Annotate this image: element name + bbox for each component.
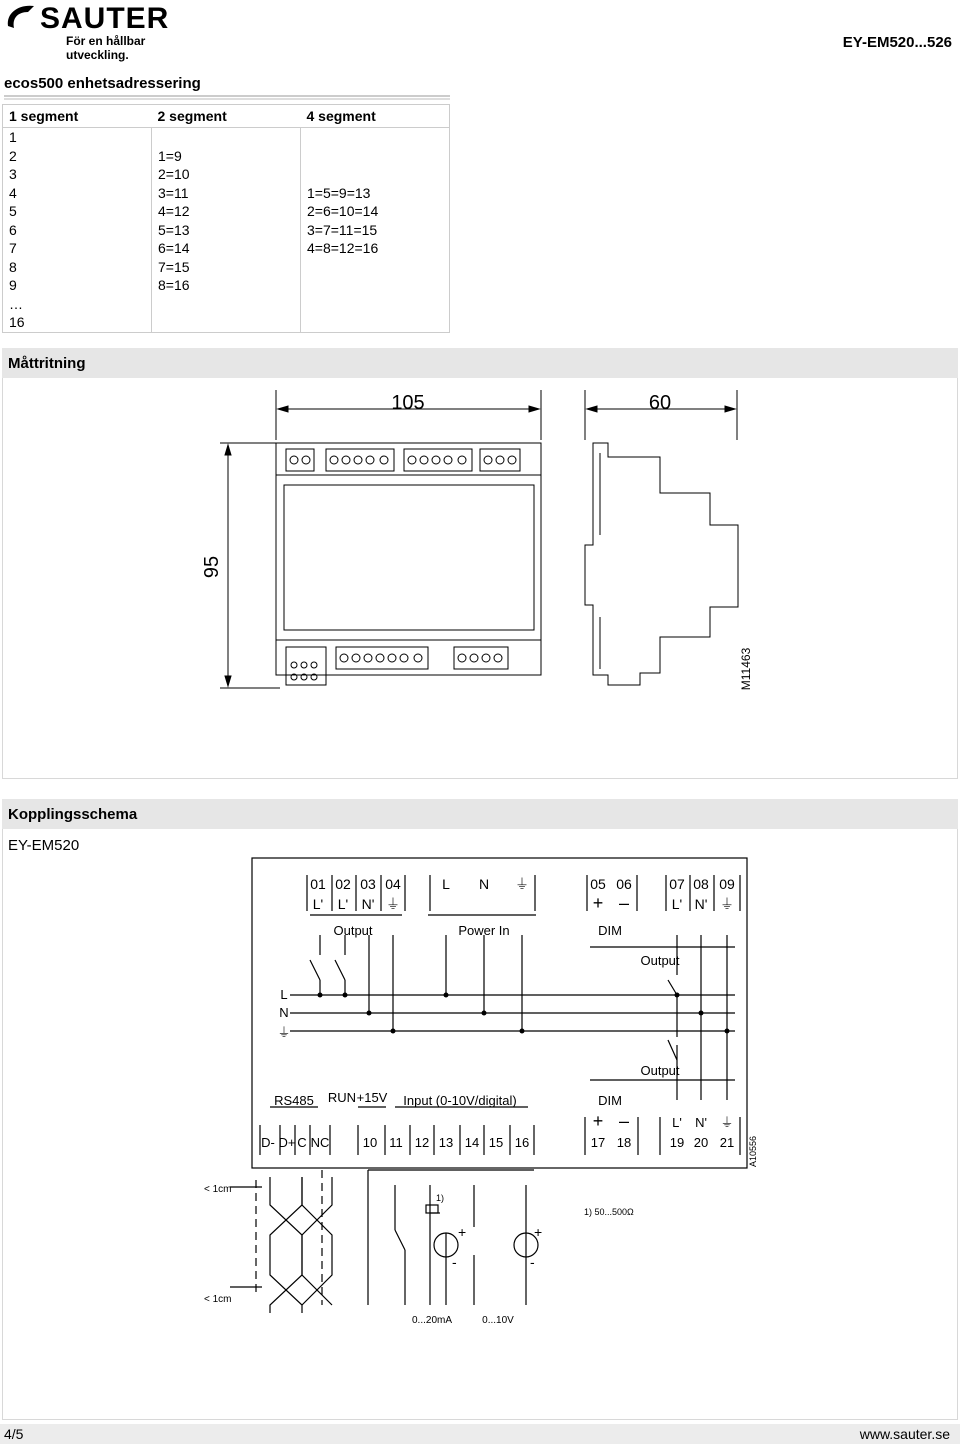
bottom-terminal-10: 10 bbox=[362, 1135, 378, 1150]
footer-url[interactable]: www.sauter.se bbox=[859, 1426, 950, 1442]
bottom-terminal-11: 11 bbox=[389, 1135, 403, 1150]
address-entry: 1=9 bbox=[158, 147, 182, 164]
address-entry bbox=[307, 147, 443, 166]
address-entry: 2=6=10=14 bbox=[307, 203, 379, 219]
address-entry: 3 bbox=[9, 166, 17, 182]
wiring-diagram bbox=[190, 855, 770, 1335]
segment-2-column bbox=[152, 128, 301, 333]
brand-tagline: För en hållbar utveckling. bbox=[66, 34, 146, 62]
top-function-earth2: ⏚ bbox=[720, 896, 734, 912]
address-entry bbox=[158, 313, 294, 332]
current-source-plus: + bbox=[458, 1224, 467, 1240]
address-entry: 1=5=9=13 bbox=[307, 184, 371, 201]
height-label: 95 bbox=[201, 555, 223, 579]
top-function-l2: L' bbox=[337, 896, 349, 912]
address-entry: 2=10 bbox=[158, 166, 190, 182]
address-entry: 7=15 bbox=[158, 258, 190, 275]
sauter-emblem-icon bbox=[4, 2, 40, 32]
top-function-minus: – bbox=[618, 893, 630, 913]
wiring-title: Kopplingsschema bbox=[8, 806, 138, 823]
bottom-terminal-15: 15 bbox=[488, 1135, 504, 1150]
voltage-source-plus: + bbox=[534, 1224, 543, 1240]
output-label-mid: Output bbox=[640, 953, 680, 968]
top-terminal-06: 06 bbox=[616, 876, 632, 892]
top-function-l3: L' bbox=[671, 896, 683, 912]
dimension-drawing bbox=[190, 385, 770, 705]
width-label: 105 bbox=[391, 392, 425, 414]
address-entry: 9 bbox=[9, 277, 17, 293]
page-footer bbox=[0, 1424, 960, 1444]
top-terminal-09: 09 bbox=[719, 876, 735, 892]
voltage-range-label: 0...10V bbox=[482, 1315, 514, 1326]
address-entry: 3=7=11=15 bbox=[307, 221, 378, 238]
address-entry: 8 bbox=[9, 258, 17, 275]
bottom-terminal-18: 18 bbox=[616, 1135, 632, 1150]
address-entry bbox=[307, 295, 443, 314]
bus-label-l: L bbox=[280, 987, 288, 1002]
bottom-terminal-17: 17 bbox=[590, 1135, 606, 1150]
address-entry: 4=12 bbox=[158, 203, 190, 219]
current-source-minus: - bbox=[452, 1254, 457, 1270]
rs485-label: RS485 bbox=[274, 1093, 314, 1108]
top-function-n2: N' bbox=[694, 896, 708, 912]
run-label: RUN bbox=[327, 1090, 357, 1105]
top-terminal-07: 07 bbox=[669, 876, 685, 892]
top-terminal-01: 01 bbox=[310, 876, 326, 892]
address-entry: 6 bbox=[9, 221, 17, 238]
address-entry: 3=11 bbox=[158, 184, 189, 201]
address-table bbox=[2, 104, 450, 333]
bottom-terminal-21: 21 bbox=[719, 1135, 735, 1150]
address-entry bbox=[307, 276, 443, 295]
current-range-label: 0...20mA bbox=[411, 1315, 453, 1326]
bottom-terminal-12: 12 bbox=[414, 1135, 430, 1150]
power-in-label: Power In bbox=[458, 923, 510, 938]
address-entry: 7 bbox=[9, 240, 17, 256]
dim-label-bottom: DIM bbox=[598, 1093, 622, 1108]
top-function-earth: ⏚ bbox=[386, 896, 400, 912]
top-terminal-02: 02 bbox=[335, 876, 351, 892]
wiring-drawing-id: A10556 bbox=[748, 1135, 758, 1167]
address-entry: 1 bbox=[9, 129, 17, 145]
bus-label-earth: ⏚ bbox=[277, 1025, 291, 1040]
bus-label-n: N bbox=[279, 1005, 289, 1020]
col-header-3: 4 segment bbox=[301, 105, 450, 128]
top-terminal-05: 05 bbox=[590, 876, 606, 892]
distance-label-top: < 1cm bbox=[204, 1184, 232, 1195]
top-terminal-08: 08 bbox=[693, 876, 709, 892]
address-entry bbox=[158, 128, 294, 147]
address-entry: 4 bbox=[9, 184, 17, 201]
bottom-function-n: N' bbox=[695, 1115, 707, 1130]
address-entry: 2 bbox=[9, 147, 17, 164]
bottom-terminal-c: C bbox=[297, 1135, 307, 1150]
address-entry bbox=[307, 165, 443, 184]
depth-label: 60 bbox=[648, 392, 672, 414]
top-terminal-n: N bbox=[478, 876, 490, 892]
address-entry: 16 bbox=[9, 314, 25, 330]
top-terminal-03: 03 bbox=[360, 876, 376, 892]
address-entry: 8=16 bbox=[158, 277, 190, 293]
terminal-screws bbox=[290, 456, 516, 680]
address-entry: 4=8=12=16 bbox=[307, 240, 379, 256]
bottom-terminal-16: 16 bbox=[514, 1135, 530, 1150]
bottom-terminal-nc: NC bbox=[310, 1135, 330, 1150]
bottom-terminal-13: 13 bbox=[438, 1135, 454, 1150]
bottom-function-plus: + bbox=[592, 1111, 604, 1131]
address-entry: 5=13 bbox=[158, 221, 190, 238]
bottom-function-earth: ⏚ bbox=[720, 1115, 734, 1130]
dimension-header bbox=[2, 348, 958, 378]
segment-1-column bbox=[3, 128, 152, 333]
top-terminal-l: L bbox=[442, 876, 450, 892]
distance-label-bottom: < 1cm bbox=[204, 1294, 232, 1305]
title-underline bbox=[4, 95, 450, 101]
address-entry bbox=[158, 295, 294, 314]
address-entry bbox=[307, 258, 443, 277]
bottom-terminal-dplus: D+ bbox=[278, 1135, 296, 1150]
resistor-ref: 1) bbox=[436, 1193, 445, 1203]
dimension-drawing-id: M11463 bbox=[739, 647, 753, 691]
address-entry: 6=14 bbox=[158, 240, 190, 256]
dim-label-top: DIM bbox=[598, 923, 622, 938]
bottom-terminal-20: 20 bbox=[693, 1135, 709, 1150]
resistor-note: 1) 50...500Ω bbox=[584, 1207, 634, 1217]
sauter-logo bbox=[4, 2, 184, 62]
segment-4-column bbox=[301, 128, 450, 333]
top-function-plus: + bbox=[592, 893, 604, 913]
top-terminal-earth: ⏚ bbox=[515, 876, 529, 892]
col-header-2: 2 segment bbox=[152, 105, 301, 128]
plus15v-label: +15V bbox=[356, 1090, 388, 1105]
document-id: EY-EM520...526 bbox=[842, 34, 952, 51]
front-view-window bbox=[284, 485, 534, 630]
bottom-terminal-19: 19 bbox=[669, 1135, 685, 1150]
top-function-n: N' bbox=[361, 896, 375, 912]
wiring-header bbox=[2, 799, 958, 829]
addressing-title: ecos500 enhetsadressering bbox=[4, 75, 201, 92]
bottom-function-l: L' bbox=[672, 1115, 682, 1130]
bottom-terminal-14: 14 bbox=[464, 1135, 480, 1150]
bottom-function-minus: – bbox=[618, 1111, 630, 1131]
address-entry bbox=[307, 128, 443, 147]
col-header-1: 1 segment bbox=[3, 105, 152, 128]
address-entry: … bbox=[9, 295, 23, 312]
voltage-source-minus: - bbox=[530, 1254, 535, 1270]
wiring-device-name: EY-EM520 bbox=[8, 837, 80, 854]
top-function-l1: L' bbox=[312, 896, 324, 912]
top-terminal-04: 04 bbox=[385, 876, 401, 892]
page-number: 4/5 bbox=[4, 1426, 24, 1442]
bottom-terminal-dminus: D- bbox=[261, 1135, 275, 1150]
input-label: Input (0-10V/digital) bbox=[403, 1093, 517, 1108]
address-entry bbox=[307, 313, 443, 332]
brand-name: SAUTER bbox=[40, 2, 170, 35]
dimension-title: Måttritning bbox=[8, 355, 86, 372]
side-view-outline bbox=[585, 443, 738, 685]
address-entry: 5 bbox=[9, 203, 17, 219]
output-label-bottom: Output bbox=[640, 1063, 680, 1078]
output-label-top: Output bbox=[333, 923, 373, 938]
